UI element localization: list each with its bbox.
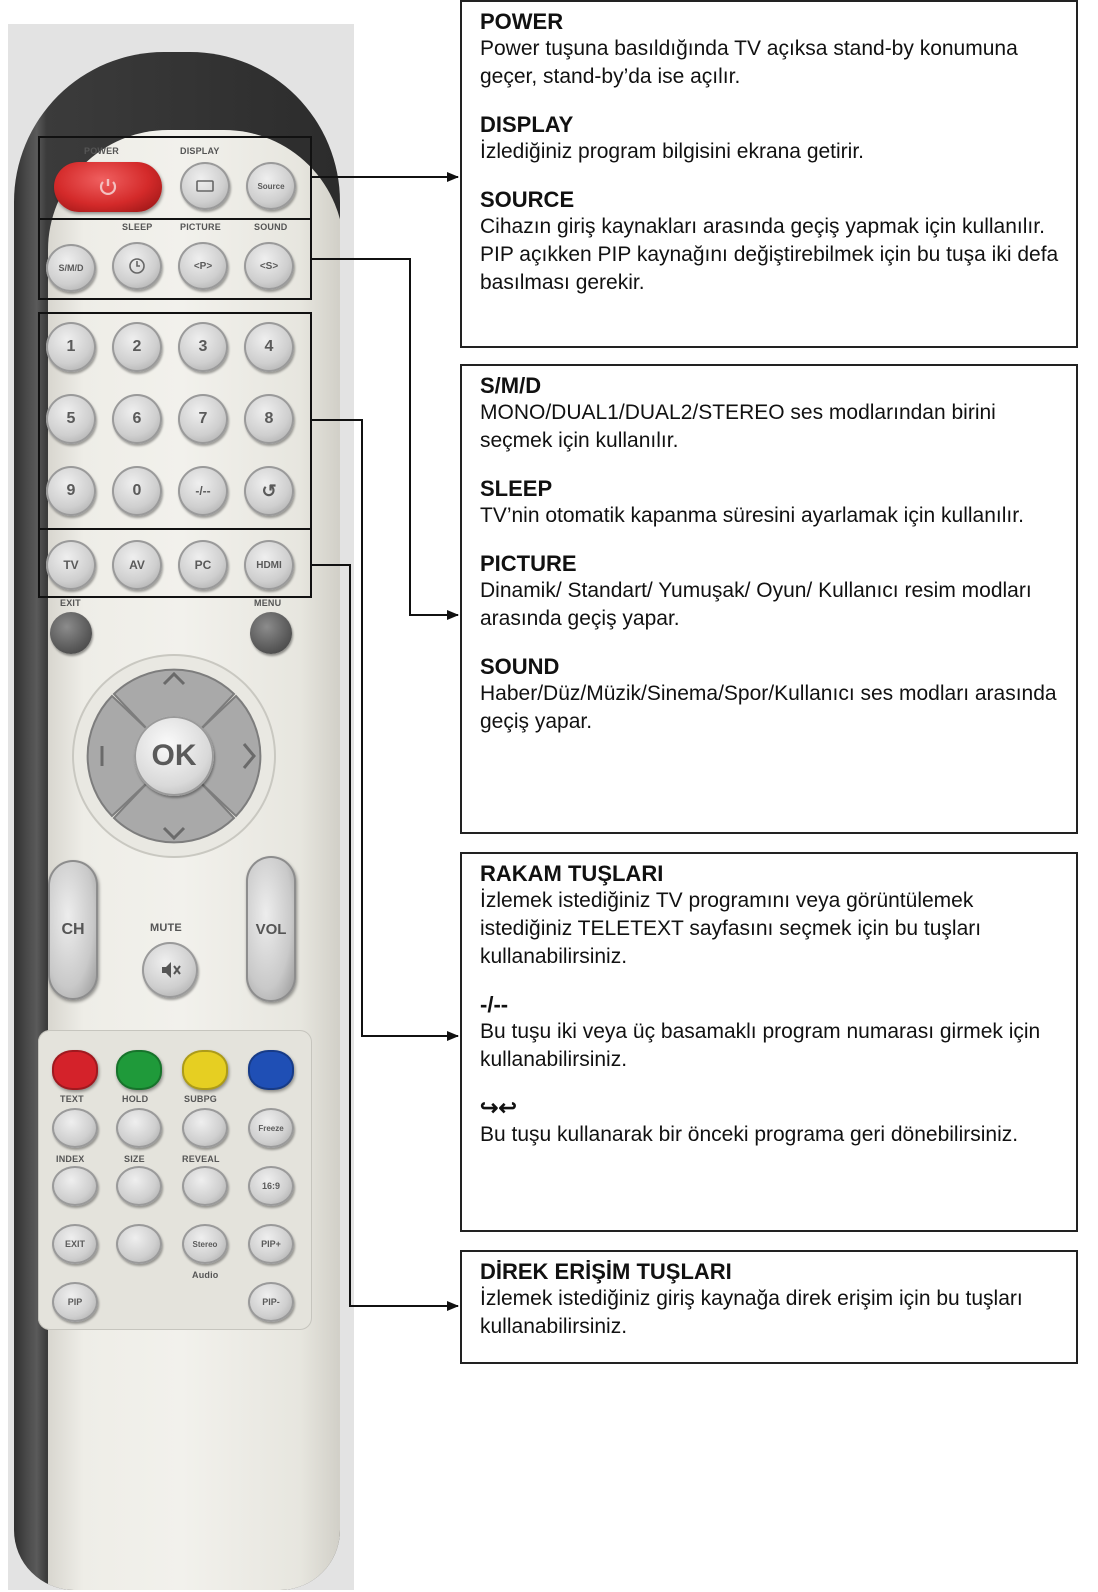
source-info [480, 186, 1064, 297]
aspect-ratio-button[interactable]: 16:9 [248, 1166, 294, 1206]
digit-5-button[interactable]: 5 [46, 394, 96, 444]
sleep-info [480, 475, 1064, 530]
digit-7-button[interactable]: 7 [178, 394, 228, 444]
return-info [480, 1094, 1064, 1149]
exit-caption: EXIT [60, 598, 81, 608]
sound-info-description: Haber/Düz/Müzik/Sinema/Spor/Kullanıcı ses modları arasında geçiş yapar. [480, 682, 1057, 733]
picture-info [480, 550, 1064, 633]
picture-info-description: Dinamik/ Standart/ Yumuşak/ Oyun/ Kullanıcı resim modları arasında geçiş yapar. [480, 579, 1032, 630]
digits-info-title: -/-- [480, 992, 509, 1017]
info-box-number-keys [460, 852, 1078, 1232]
sound-button[interactable]: <S> [244, 242, 294, 290]
digit-3-button[interactable]: 3 [178, 322, 228, 372]
digits-info-description: Bu tuşu iki veya üç basamaklı program numarası girmek için kullanabilirsiniz. [480, 1020, 1041, 1071]
smd-info-description: MONO/DUAL1/DUAL2/STEREO ses modlarından birini seçmek için kullanılır. [480, 401, 996, 452]
pip-button[interactable]: PIP [52, 1282, 98, 1322]
display-caption: DISPLAY [180, 146, 220, 156]
info-box-smd-sleep-picture-sound [460, 364, 1078, 834]
digit-9-button[interactable]: 9 [46, 466, 96, 516]
return-info-title: ↪↩ [480, 1095, 517, 1120]
pip-minus-button[interactable]: PIP- [248, 1282, 294, 1322]
tv-button[interactable]: TV [46, 540, 96, 590]
freeze-button[interactable]: Freeze [248, 1108, 294, 1148]
reveal-caption: REVEAL [182, 1154, 220, 1164]
volume-label: VOL [255, 920, 287, 938]
av-button[interactable]: AV [112, 540, 162, 590]
hold-caption: HOLD [122, 1094, 149, 1104]
smd-info [480, 372, 1064, 455]
sleep-info-description: TV’nin otomatik kapanma süresini ayarlamak için kullanılır. [480, 504, 1024, 527]
size-caption: SIZE [124, 1154, 145, 1164]
power-caption: POWER [84, 146, 120, 156]
stereo-button[interactable]: Stereo [182, 1224, 228, 1264]
number-keys-info [480, 860, 1064, 971]
display-info-description: İzlediğiniz program bilgisini ekrana getirir. [480, 140, 865, 163]
return-button[interactable]: ↺ [244, 466, 294, 516]
source-button[interactable]: Source [246, 162, 296, 210]
sound-info-title: SOUND [480, 654, 560, 679]
digit-2-button[interactable]: 2 [112, 322, 162, 372]
direct-access-info-title: DİREK ERİŞİM TUŞLARI [480, 1259, 732, 1284]
pip-plus-button[interactable]: PIP+ [248, 1224, 294, 1264]
digits-info [480, 991, 1064, 1074]
digit-8-button[interactable]: 8 [244, 394, 294, 444]
ok-button[interactable]: OK [134, 716, 214, 796]
hdmi-button[interactable]: HDMI [244, 540, 294, 590]
pc-button[interactable]: PC [178, 540, 228, 590]
sleep-caption: SLEEP [122, 222, 153, 232]
sound-caption: SOUND [254, 222, 288, 232]
digits-toggle-button[interactable]: -/-- [178, 466, 228, 516]
info-box-power-display-source [460, 0, 1078, 348]
connector-number-keys [312, 420, 458, 1036]
picture-button[interactable]: <P> [178, 242, 228, 290]
power-info-title: POWER [480, 9, 564, 34]
number-keys-info-description: İzlemek istediğiniz TV programını veya görüntülemek istediğiniz TELETEXT sayfasını seçmek için bu tuşları kullanabilirsiniz. [480, 889, 982, 968]
direct-access-info [480, 1258, 1064, 1341]
digit-6-button[interactable]: 6 [112, 394, 162, 444]
exit-secondary-button[interactable]: EXIT [52, 1224, 98, 1264]
digit-0-button[interactable]: 0 [112, 466, 162, 516]
source-info-description: Cihazın giriş kaynakları arasında geçiş yapmak için kullanılır. PIP açıkken PIP kaynağını değiştirebilmek için bu tuşa iki defa basılması gerekir. [480, 215, 1059, 294]
subpage-caption: SUBPG [184, 1094, 218, 1104]
display-info-title: DISPLAY [480, 112, 574, 137]
display-info [480, 111, 1064, 166]
source-info-title: SOURCE [480, 187, 575, 212]
power-info [480, 8, 1064, 91]
sleep-info-title: SLEEP [480, 476, 553, 501]
power-info-description: Power tuşuna basıldığında TV açıksa stand-by konumuna geçer, stand-by’da ise açılır. [480, 37, 1018, 88]
info-box-direct-access [460, 1250, 1078, 1364]
digit-4-button[interactable]: 4 [244, 322, 294, 372]
digit-1-button[interactable]: 1 [46, 322, 96, 372]
sound-info [480, 653, 1064, 736]
menu-caption: MENU [254, 598, 282, 608]
channel-label: CH [61, 921, 85, 938]
smd-info-title: S/M/D [480, 373, 542, 398]
picture-caption: PICTURE [180, 222, 221, 232]
index-caption: INDEX [56, 1154, 85, 1164]
return-info-description: Bu tuşu kullanarak bir önceki programa geri dönebilirsiniz. [480, 1123, 1019, 1146]
number-keys-info-title: RAKAM TUŞLARI [480, 861, 664, 886]
mute-caption: MUTE [150, 922, 182, 934]
smd-button[interactable]: S/M/D [46, 244, 96, 292]
picture-info-title: PICTURE [480, 551, 577, 576]
connector-mode-row [312, 259, 458, 615]
text-caption: TEXT [60, 1094, 84, 1104]
direct-access-info-description: İzlemek istediğiniz giriş kaynağa direk erişim için bu tuşları kullanabilirsiniz. [480, 1287, 1023, 1338]
connector-source-keys [312, 565, 458, 1306]
audio-caption: Audio [192, 1270, 219, 1280]
